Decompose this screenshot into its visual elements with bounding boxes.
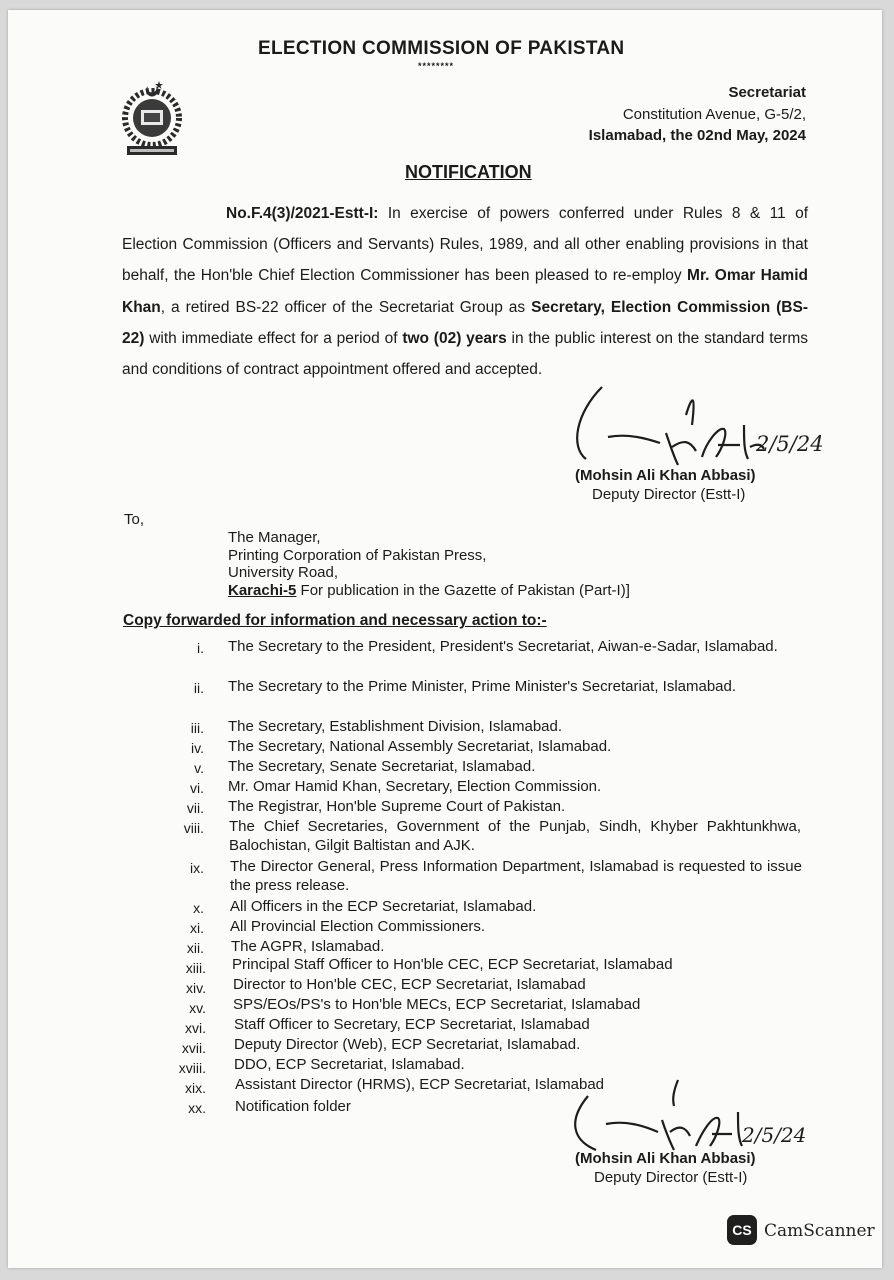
signatory-name: (Mohsin Ali Khan Abbasi): [575, 467, 756, 484]
list-item-number: iii.: [190, 720, 204, 736]
list-item-number: xiv.: [186, 980, 206, 996]
camscanner-logo-icon: CS: [727, 1215, 757, 1245]
list-item-number: xvii.: [181, 1040, 206, 1056]
body-text-part: , a retired BS-22 officer of the Secretariat Group as: [160, 298, 532, 316]
list-item: SPS/EOs/PS's to Hon'ble MECs, ECP Secretariat, Islamabad: [233, 996, 641, 1013]
organization-heading: ELECTION COMMISSION OF PAKISTAN: [258, 38, 625, 59]
list-item: Staff Officer to Secretary, ECP Secretariat, Islamabad: [234, 1016, 590, 1033]
list-item-number: xx.: [188, 1100, 206, 1116]
list-item: Deputy Director (Web), ECP Secretariat, Islamabad.: [234, 1036, 581, 1053]
recipient-address: [228, 529, 630, 599]
list-item: Director to Hon'ble CEC, ECP Secretariat, Islamabad: [233, 976, 586, 993]
body-text-part: in the public interest on the standard terms and conditions of contract appointment offered and accepted.: [122, 329, 808, 379]
list-item: The AGPR, Islamabad.: [231, 938, 385, 955]
list-item-number: vi.: [190, 780, 204, 796]
list-item-number: i.: [197, 640, 204, 656]
list-item: All Provincial Election Commissioners.: [230, 918, 486, 935]
list-item: The Secretary to the President, President's Secretariat, Aiwan-e-Sadar, Islamabad.: [228, 638, 778, 655]
list-item: The Secretary, National Assembly Secretariat, Islamabad.: [228, 738, 612, 755]
body-text-part: with immediate effect for a period of: [144, 329, 403, 347]
signature-date: 2/5/24: [742, 1123, 807, 1147]
list-item-number: xix.: [185, 1080, 206, 1096]
list-item-number: ix.: [190, 860, 204, 876]
reference-number: No.F.4(3)/2021-Estt-I:: [226, 205, 379, 222]
list-item: The Secretary, Establishment Division, Islamabad.: [228, 718, 563, 735]
recipient-line: [228, 582, 630, 600]
list-item: DDO, ECP Secretariat, Islamabad.: [234, 1056, 465, 1073]
heading-ornament: ********: [418, 61, 455, 71]
list-item-number: viii.: [183, 820, 204, 836]
list-item: Notification folder: [235, 1098, 351, 1115]
list-item: Assistant Director (HRMS), ECP Secretariat, Islamabad: [235, 1076, 605, 1093]
list-item: The Registrar, Hon'ble Supreme Court of Pakistan.: [228, 798, 566, 815]
list-item: The Secretary, Senate Secretariat, Islamabad.: [228, 758, 536, 775]
signatory-designation: Deputy Director (Estt-I): [592, 486, 746, 503]
list-item-number: v.: [194, 760, 204, 776]
list-item: The Secretary to the Prime Minister, Prime Minister's Secretariat, Islamabad.: [228, 678, 737, 695]
address-secretariat: Secretariat: [728, 84, 806, 101]
signatory-designation: Deputy Director (Estt-I): [594, 1169, 748, 1186]
list-item-number: xvi.: [185, 1020, 206, 1036]
address-date: Islamabad, the 02nd May, 2024: [588, 127, 806, 144]
recipient-line: University Road,: [228, 564, 339, 581]
list-item-number: iv.: [191, 740, 204, 756]
list-item-number: vii.: [186, 800, 204, 816]
recipient-line: Printing Corporation of Pakistan Press,: [228, 546, 487, 564]
signatory-name: (Mohsin Ali Khan Abbasi): [575, 1150, 756, 1167]
list-item-number: xviii.: [178, 1060, 206, 1076]
list-item: The Director General, Press Information Department, Islamabad is requested to issue the press release.: [230, 858, 802, 894]
list-item-number: xi.: [190, 920, 204, 936]
list-item-number: xv.: [189, 1000, 206, 1016]
body-text-part: In exercise of powers conferred under Rules 8 & 11 of Election Commission (Officers and Servants) Rules, 1989, and all other enabling provisions in that behalf, the Hon'ble Chief Election Commissioner has been pleased to re-employ: [122, 205, 808, 285]
contract-period: two (02) years: [402, 329, 507, 347]
list-item: The Chief Secretaries, Government of the Punjab, Sindh, Khyber Pakhtunkhwa, Balochistan, Gilgit Baltistan and AJK.: [229, 818, 801, 854]
list-item-number: ii.: [193, 680, 204, 696]
appointee-name: Mr. Omar Hamid Khan: [122, 267, 808, 316]
addressee-label: To,: [124, 511, 145, 528]
signature-date: 2/5/24: [756, 432, 824, 456]
camscanner-watermark: CamScanner: [764, 1221, 875, 1241]
list-item: Mr. Omar Hamid Khan, Secretary, Election Commission.: [228, 778, 602, 795]
list-item-number: xiii.: [185, 960, 206, 976]
recipient-city: Karachi-5: [228, 581, 297, 599]
publication-note: For publication in the Gazette of Pakistan (Part-I)]: [296, 581, 630, 599]
copy-forwarded-heading: Copy forwarded for information and necessary action to:-: [123, 612, 547, 629]
notification-title: NOTIFICATION: [405, 162, 532, 182]
list-item-number: xii.: [186, 940, 204, 956]
list-item: All Officers in the ECP Secretariat, Islamabad.: [230, 898, 537, 915]
address-street: Constitution Avenue, G-5/2,: [622, 106, 806, 123]
notification-body: [122, 198, 808, 385]
list-item: Principal Staff Officer to Hon'ble CEC, ECP Secretariat, Islamabad: [232, 956, 673, 973]
recipient-line: The Manager,: [228, 529, 321, 546]
appointed-post: Secretary, Election Commission (BS-22): [122, 298, 808, 347]
list-item-number: x.: [193, 900, 204, 916]
ecp-seal-logo: [117, 78, 187, 160]
